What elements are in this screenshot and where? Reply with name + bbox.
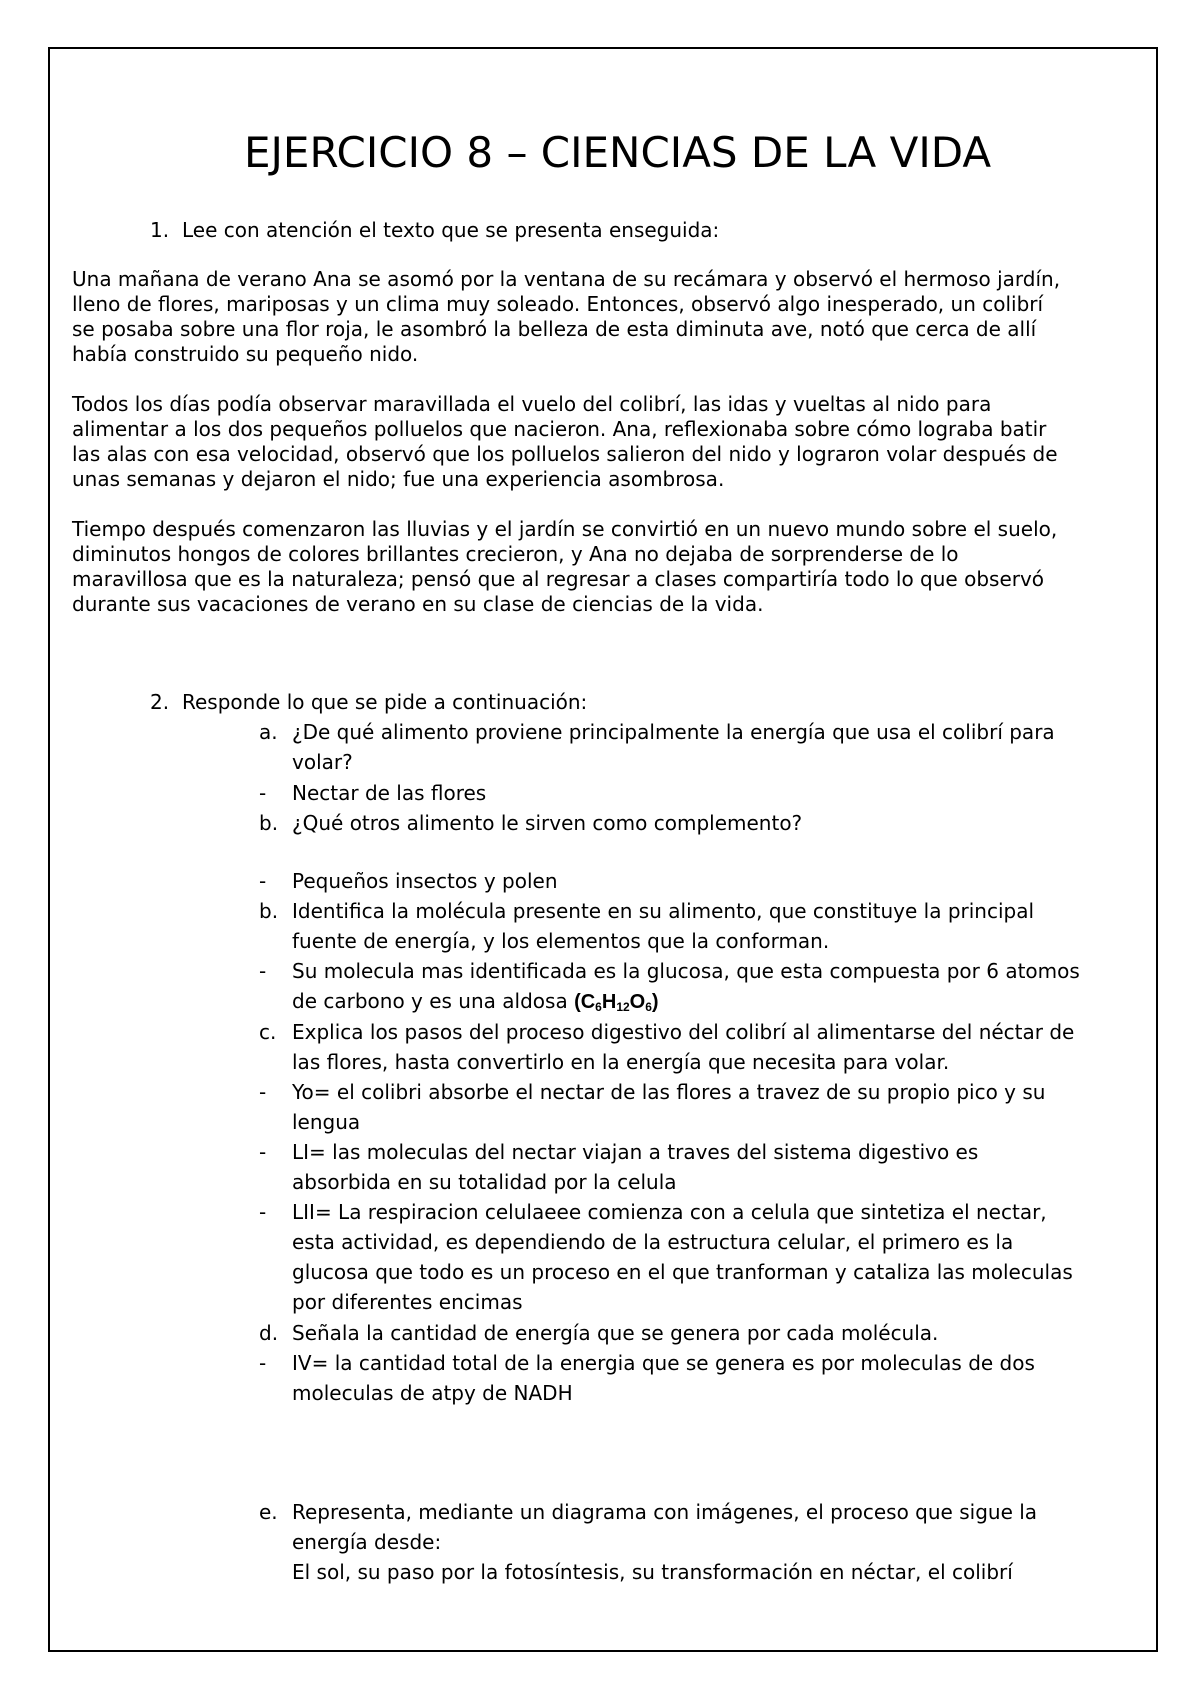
formula-subscript: 6: [645, 1000, 652, 1014]
item-marker: e.: [259, 1500, 278, 1524]
item-marker: -: [259, 1351, 267, 1375]
item-marker: -: [259, 959, 267, 983]
formula-part: ): [651, 991, 659, 1013]
answer-c-line: lengua: [292, 1110, 361, 1134]
story-paragraph-2: [72, 392, 1058, 492]
item-marker: b.: [259, 899, 279, 923]
item-marker: a.: [259, 720, 278, 744]
paragraph-line: alimentar a los dos pequeños polluelos que nacieron. Ana, reflexionaba sobre cómo lograba batir: [72, 417, 1047, 441]
item-marker: -: [259, 781, 267, 805]
paragraph-line: Una mañana de verano Ana se asomó por la ventana de su recámara y observó el hermoso jardín,: [72, 267, 1061, 291]
answer-b2-text: de carbono y es una aldosa: [292, 989, 568, 1013]
paragraph-line: se posaba sobre una flor roja, le asombró la belleza de esta diminuta ave, notó que cerca de allí: [72, 317, 1037, 341]
answer-c-line: esta actividad, es dependiendo de la estructura celular, el primero es la: [292, 1230, 1014, 1254]
section2-number: 2.: [150, 690, 170, 714]
formula-part: (C: [574, 991, 596, 1013]
section1-number: 1.: [150, 218, 170, 242]
paragraph-line: unas semanas y dejaron el nido; fue una experiencia asombrosa.: [72, 467, 725, 491]
formula-subscript: 6: [595, 1000, 602, 1014]
answer-b2-line: [292, 989, 659, 1020]
question-b2-line: Identifica la molécula presente en su alimento, que constituye la principal: [292, 899, 1035, 923]
section1-instruction: Lee con atención el texto que se presenta enseguida:: [182, 218, 720, 242]
paragraph-line: Todos los días podía observar maravillada el vuelo del colibrí, las idas y vueltas al nido para: [72, 392, 992, 416]
answer-c-line: LI= las moleculas del nectar viajan a traves del sistema digestivo es: [292, 1140, 979, 1164]
formula-part: O: [629, 991, 646, 1013]
item-marker: -: [259, 1140, 267, 1164]
answer-d-line: IV= la cantidad total de la energia que se genera es por moleculas de dos: [292, 1351, 1035, 1375]
question-a-line: volar?: [292, 750, 353, 774]
item-marker: b.: [259, 811, 279, 835]
item-marker: -: [259, 1200, 267, 1224]
story-paragraph-3: [72, 517, 1057, 617]
paragraph-line: lleno de flores, mariposas y un clima muy soleado. Entonces, observó algo inesperado, un colibrí: [72, 292, 1044, 316]
question-b2-line: fuente de energía, y los elementos que la conforman.: [292, 929, 830, 953]
question-a-line: ¿De qué alimento proviene principalmente la energía que usa el colibrí para: [292, 720, 1055, 744]
answer-c-line: absorbida en su totalidad por la celula: [292, 1170, 677, 1194]
answer-c-line: LII= La respiracion celulaeee comienza con a celula que sintetiza el nectar,: [292, 1200, 1047, 1224]
paragraph-line: diminutos hongos de colores brillantes crecieron, y Ana no dejaba de sorprenderse de lo: [72, 542, 959, 566]
question-d-line: Señala la cantidad de energía que se genera por cada molécula.: [292, 1321, 939, 1345]
page-title: EJERCICIO 8 – CIENCIAS DE LA VIDA: [244, 128, 992, 177]
question-c-line: las flores, hasta convertirlo en la energía que necesita para volar.: [292, 1050, 950, 1074]
story-paragraph-1: [72, 267, 1060, 367]
glucose-formula: [574, 991, 659, 1013]
answer-b-line: Pequeños insectos y polen: [292, 869, 558, 893]
item-marker: d.: [259, 1321, 279, 1345]
answer-c-line: glucosa que todo es un proceso en el que tranforman y cataliza las moleculas: [292, 1260, 1073, 1284]
formula-subscript: 12: [616, 1000, 630, 1014]
answer-c-line: Yo= el colibri absorbe el nectar de las flores a travez de su propio pico y su: [292, 1080, 1046, 1104]
item-marker: -: [259, 869, 267, 893]
paragraph-line: durante sus vacaciones de verano en su clase de ciencias de la vida.: [72, 592, 764, 616]
paragraph-line: había construido su pequeño nido.: [72, 342, 419, 366]
answer-a-line: Nectar de las flores: [292, 781, 487, 805]
question-c-line: Explica los pasos del proceso digestivo del colibrí al alimentarse del néctar de: [292, 1020, 1075, 1044]
question-b-line: ¿Qué otros alimento le sirven como complemento?: [292, 811, 803, 835]
answer-d-line: moleculas de atpy de NADH: [292, 1381, 573, 1405]
formula-part: H: [601, 991, 617, 1013]
question-e-line: Representa, mediante un diagrama con imágenes, el proceso que sigue la: [292, 1500, 1038, 1524]
item-marker: -: [259, 1080, 267, 1104]
item-marker: c.: [259, 1020, 277, 1044]
paragraph-line: las alas con esa velocidad, observó que los polluelos salieron del nido y lograron volar después de: [72, 442, 1058, 466]
question-e-line: El sol, su paso por la fotosíntesis, su transformación en néctar, el colibrí: [292, 1560, 1013, 1584]
paragraph-line: maravillosa que es la naturaleza; pensó que al regresar a clases compartiría todo lo que observó: [72, 567, 1045, 591]
section2-instruction: Responde lo que se pide a continuación:: [182, 690, 588, 714]
paragraph-line: Tiempo después comenzaron las lluvias y el jardín se convirtió en un nuevo mundo sobre el suelo,: [72, 517, 1058, 541]
answer-c-line: por diferentes encimas: [292, 1290, 523, 1314]
answer-b2-line: Su molecula mas identificada es la glucosa, que esta compuesta por 6 atomos: [292, 959, 1080, 983]
question-e-line: energía desde:: [292, 1530, 442, 1554]
